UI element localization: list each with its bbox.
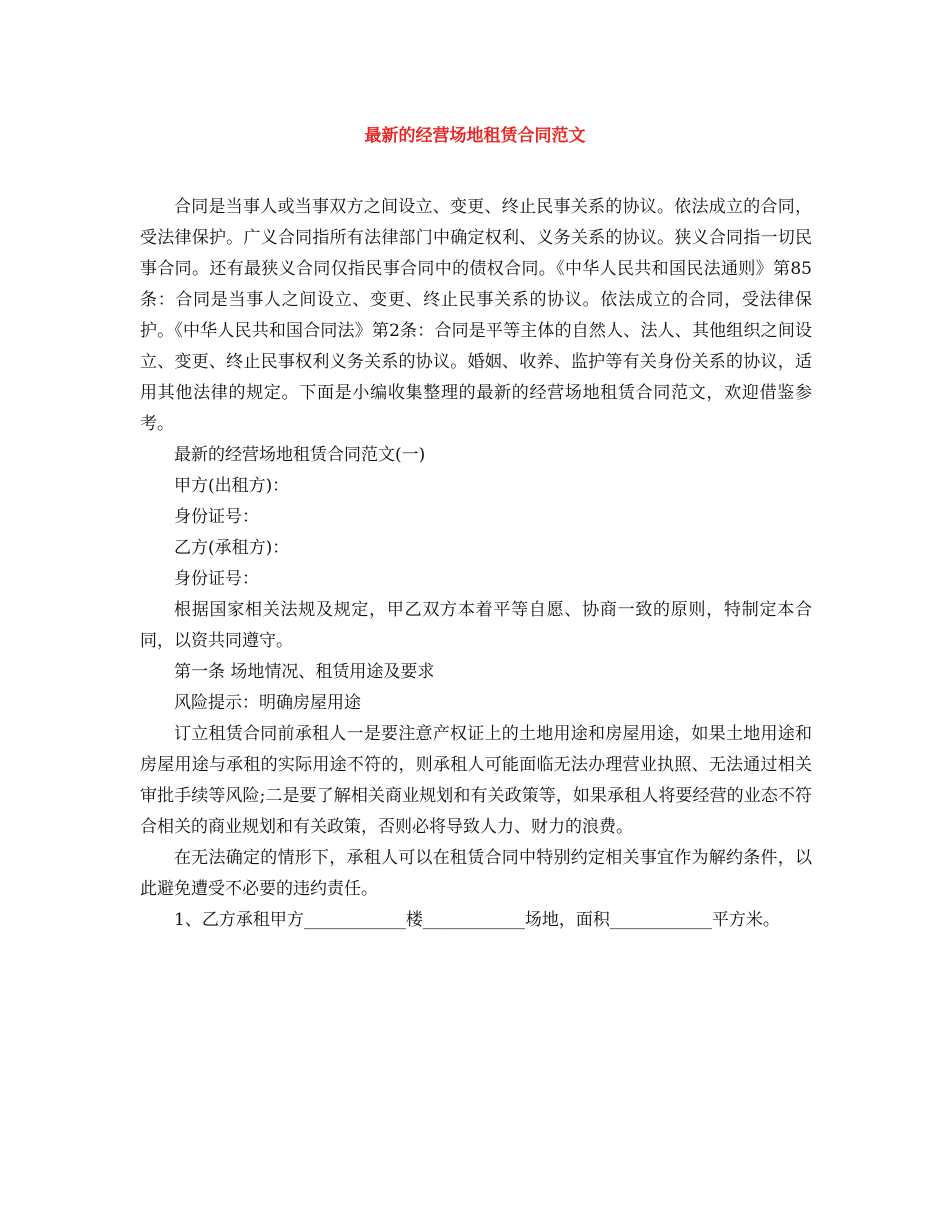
paragraph-risk-detail: 订立租赁合同前承租人一是要注意产权证上的土地用途和房屋用途，如果土地用途和房屋用途与承租的实际用途不符的，则承租人可能面临无法办理营业执照、无法通过相关审批手续等风险;二是要了解相关商业规划和有关政策等，如果承租人将要经营的业态不符合相关的商业规划和有关政策，否则必将导致人力、财力的浪费。 (140, 724, 812, 837)
paragraph-party-a-id: 身份证号： (174, 507, 259, 527)
paragraph-intro: 合同是当事人或当事双方之间设立、变更、终止民事关系的协议。依法成立的合同，受法律保护。广义合同指所有法律部门中确定权利、义务关系的协议。狭义合同指一切民事合同。还有最狭义合同仅指民事合同中的债权合同。《中华人民共和国民法通则》第85条：合同是当事人之间设立、变更、终止民事关系的协议。依法成立的合同，受法律保护。《中华人民共和国合同法》第2条：合同是平等主体的自然人、法人、其他组织之间设立、变更、终止民事权利义务关系的协议。婚姻、收养、监护等有关身份关系的协议，适用其他法律的规定。下面是小编收集整理的最新的经营场地租赁合同范文，欢迎借鉴参考。 (140, 197, 812, 434)
paragraph-uncertain: 在无法确定的情形下，承租人可以在租赁合同中特别约定相关事宜作为解约条件，以此避免遭受不必要的违约责任。 (140, 848, 812, 899)
paragraph-party-b-id: 身份证号： (174, 569, 259, 589)
paragraph-party-a: 甲方(出租方)： (174, 476, 290, 496)
paragraph-subtitle: 最新的经营场地租赁合同范文(一) (174, 445, 426, 465)
document-title: 最新的经营场地租赁合同范文 (364, 126, 586, 146)
paragraph-clause-1: 1、乙方承租甲方____________楼____________场地，面积____________平方米。 (174, 910, 780, 930)
paragraph-risk-tip: 风险提示：明确房屋用途 (174, 693, 361, 713)
paragraph-article-1: 第一条 场地情况、租赁用途及要求 (174, 662, 435, 682)
document-body (140, 192, 812, 936)
paragraph-basis: 根据国家相关法规及规定，甲乙双方本着平等自愿、协商一致的原则，特制定本合同，以资共同遵守。 (140, 600, 812, 651)
paragraph-party-b: 乙方(承租方)： (174, 538, 290, 558)
